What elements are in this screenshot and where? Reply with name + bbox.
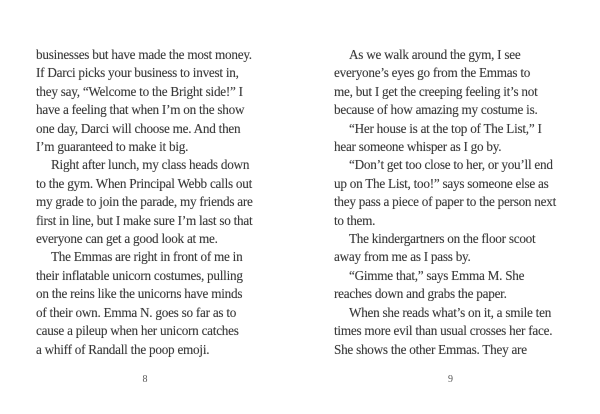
text-line: “Her house is at the top of The List,” I [349,120,542,136]
text-line: to them. [334,212,376,228]
left-page-text [36,46,254,359]
right-page-number: 9 [448,374,453,385]
text-line: of their own. Emma N. goes so far as to [36,304,237,320]
text-line: everyone can get a good look at me. [36,231,218,247]
text-line: businesses but have made the most money. [36,47,252,62]
text-line: She shows the other Emmas. They are [334,341,527,357]
text-line: to the gym. When Principal Webb calls out [36,175,253,191]
text-line: me, but I get the creeping feeling it’s not [334,83,538,99]
text-line: first in line, but I make sure I’m last so that [36,212,253,228]
text-line: “Don’t get too close to her, or you’ll end [349,157,553,173]
text-line: one day, Darci will choose me. And then [36,120,241,136]
text-line: they pass a piece of paper to the person next [334,194,557,210]
text-line: “Gimme that,” says Emma M. She [349,267,525,283]
text-line: The Emmas are right in front of me in [51,249,243,265]
text-line: Right after lunch, my class heads down [51,157,250,173]
text-line: everyone’s eyes go from the Emmas to [334,65,531,81]
text-line: cause a pileup when her unicorn catches [36,323,239,339]
text-line: times more evil than usual crosses her face. [334,323,553,339]
text-line: their inflatable unicorn costumes, pulling [36,267,243,283]
text-line: away from me as I pass by. [334,249,471,265]
text-line: When she reads what’s on it, a smile ten [349,304,552,320]
text-line: they say, “Welcome to the Bright side!” I [36,83,243,99]
text-line: my grade to join the parade, my friends are [36,194,253,210]
right-page [300,0,600,414]
text-line: have a feeling that when I’m on the show [36,102,245,118]
text-line: a whiff of Randall the poop emoji. [36,341,210,357]
text-line: As we walk around the gym, I see [349,47,521,62]
right-page-text [334,46,567,359]
text-line: hear someone whisper as I go by. [334,139,502,155]
left-page-number: 8 [142,374,148,385]
text-line: I’m guaranteed to make it big. [36,139,189,155]
text-line: reaches down and grabs the paper. [334,286,507,302]
text-line: If Darci picks your business to invest in, [36,65,239,81]
text-line: because of how amazing my costume is. [334,102,538,118]
text-line: on the reins like the unicorns have minds [36,286,243,302]
text-line: The kindergartners on the floor scoot [349,231,536,247]
text-line: up on The List, too!” says someone else as [334,175,549,191]
